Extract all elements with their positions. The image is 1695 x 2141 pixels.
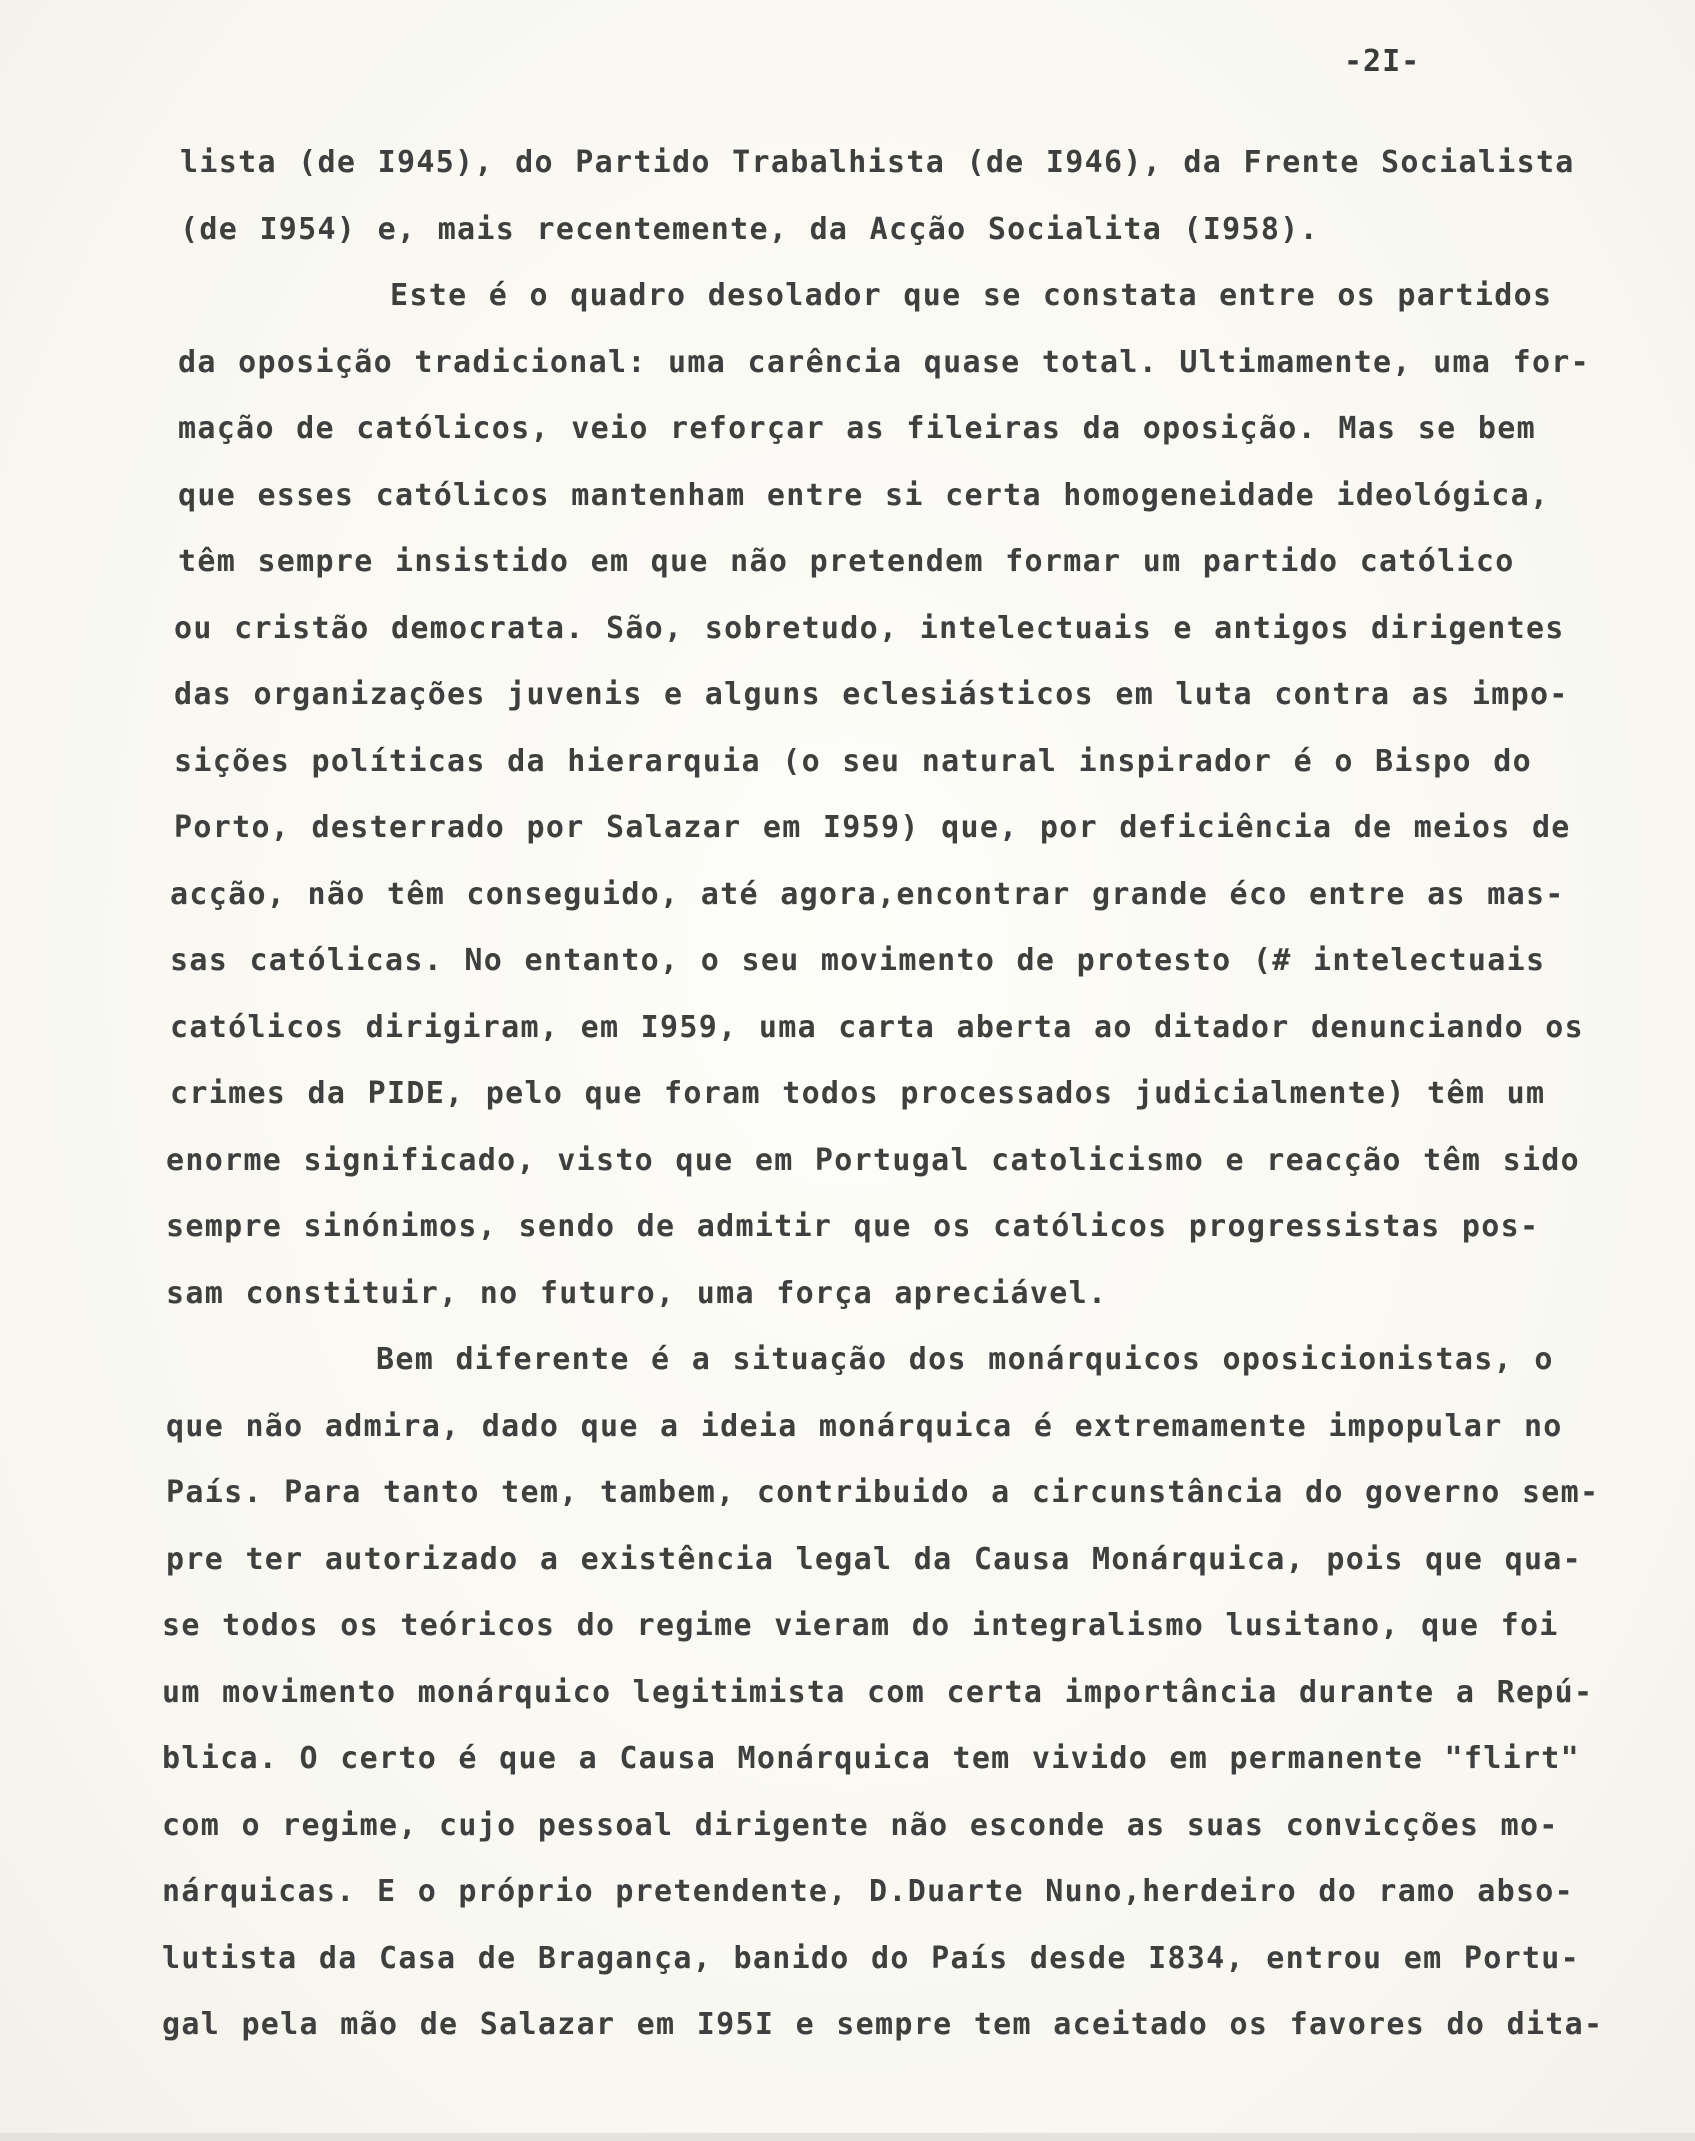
text-line: lista (de I945), do Partido Trabalhista (de I946), da Frente Socialista — [180, 145, 1575, 180]
text-line: acção, não têm conseguido, até agora,encontrar grande éco entre as mas- — [170, 876, 1565, 912]
text-line: sas católicas. No entanto, o seu movimento de protesto (# intelectuais — [170, 943, 1546, 978]
text-line: sições políticas da hierarquia (o seu natural inspirador é o Bispo do — [174, 743, 1532, 779]
text-line: se todos os teóricos do regime vieram do integralismo lusitano, que foi — [162, 1608, 1559, 1643]
text-line: ou cristão democrata. São, sobretudo, intelectuais e antigos dirigentes — [174, 610, 1565, 646]
text-line: católicos dirigiram, em I959, uma carta aberta ao ditador denunciando os — [170, 1009, 1585, 1045]
text-line: Porto, desterrado por Salazar em I959) que, por deficiência de meios de — [174, 810, 1571, 845]
text-line: (de I954) e, mais recentemente, da Acção Socialita (I958). — [180, 211, 1319, 247]
paragraph-first-line: Este é o quadro desolador que se constata entre os partidos — [390, 278, 1553, 313]
body-text — [162, 130, 1650, 2059]
text-line: País. Para tanto tem, tambem, contribuido a circunstância do governo sem- — [166, 1475, 1600, 1510]
text-line: sempre sinónimos, sendo de admitir que os católicos progressistas pos- — [166, 1209, 1540, 1244]
text-line: da oposição tradicional: uma carência quase total. Ultimamente, uma for- — [178, 344, 1591, 380]
text-line: nárquicas. E o próprio pretendente, D.Duarte Nuno,herdeiro do ramo abso- — [162, 1874, 1575, 1909]
text-line: enorme significado, visto que em Portugal catolicismo e reacção têm sido — [166, 1142, 1581, 1178]
page-number: -2I- — [1344, 44, 1421, 79]
text-line: lutista da Casa de Bragança, banido do País desde I834, entrou em Portu- — [162, 1940, 1581, 1976]
text-line: gal pela mão de Salazar em I95I e sempre tem aceitado os favores do dita- — [162, 2007, 1604, 2042]
page-bottom-edge — [0, 2133, 1695, 2141]
text-line: que esses católicos mantenham entre si certa homogeneidade ideológica, — [178, 477, 1550, 513]
text-line: mação de católicos, veio reforçar as fileiras da oposição. Mas se bem — [178, 411, 1536, 446]
text-line: pre ter autorizado a existência legal da Causa Monárquica, pois que qua- — [166, 1541, 1583, 1577]
text-line: que não admira, dado que a ideia monárquica é extremamente impopular no — [166, 1408, 1563, 1444]
text-line: crimes da PIDE, pelo que foram todos processados judicialmente) têm um — [170, 1076, 1546, 1111]
text-line: das organizações juvenis e alguns eclesiásticos em luta contra as impo- — [174, 677, 1569, 712]
text-line: sam constituir, no futuro, uma força apreciável. — [166, 1275, 1108, 1311]
text-line: com o regime, cujo pessoal dirigente não esconde as suas convicções mo- — [162, 1807, 1559, 1843]
paragraph-first-line: Bem diferente é a situação dos monárquicos oposicionistas, o — [376, 1342, 1554, 1377]
text-line: um movimento monárquico legitimista com certa importância durante a Repú- — [162, 1674, 1594, 1710]
text-line: têm sempre insistido em que não pretendem formar um partido católico — [178, 544, 1515, 579]
text-line: blica. O certo é que a Causa Monárquica tem vivido em permanente "flirt" — [162, 1741, 1581, 1776]
